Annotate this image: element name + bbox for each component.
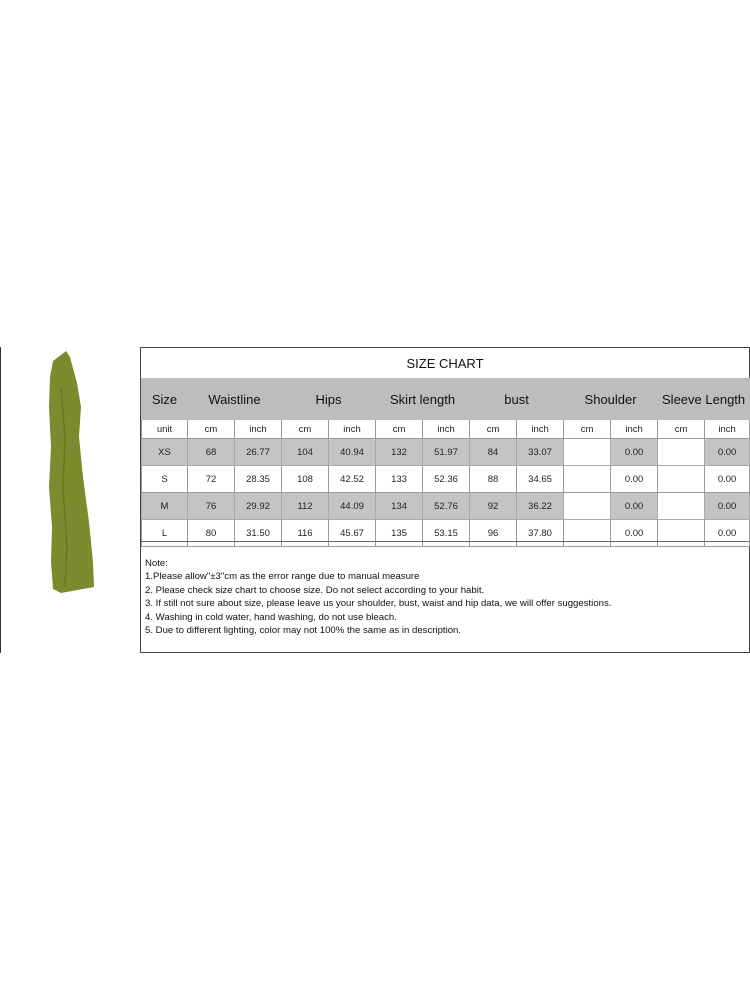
value-cell: 135 xyxy=(376,520,423,547)
header-skirt-length: Skirt length xyxy=(376,379,470,420)
value-cell: 134 xyxy=(376,493,423,520)
size-cell: S xyxy=(142,466,188,493)
value-cell: 52.36 xyxy=(423,466,470,493)
unit-cell: unit xyxy=(142,420,188,439)
unit-cell: cm xyxy=(188,420,235,439)
value-cell xyxy=(658,493,705,520)
value-cell: 36.22 xyxy=(517,493,564,520)
notes-heading: Note: xyxy=(145,558,168,569)
value-cell: 96 xyxy=(470,520,517,547)
value-cell: 44.09 xyxy=(329,493,376,520)
value-cell: 0.00 xyxy=(611,520,658,547)
size-cell: XS xyxy=(142,439,188,466)
size-chart xyxy=(140,347,750,653)
value-cell: 31.50 xyxy=(235,520,282,547)
table-row xyxy=(142,439,750,466)
value-cell: 52.76 xyxy=(423,493,470,520)
value-cell xyxy=(564,493,611,520)
value-cell: 42.52 xyxy=(329,466,376,493)
unit-cell: cm xyxy=(564,420,611,439)
value-cell: 0.00 xyxy=(611,466,658,493)
value-cell: 0.00 xyxy=(705,439,750,466)
size-cell: M xyxy=(142,493,188,520)
value-cell: 33.07 xyxy=(517,439,564,466)
unit-cell: inch xyxy=(517,420,564,439)
value-cell: 112 xyxy=(282,493,329,520)
value-cell: 37.80 xyxy=(517,520,564,547)
product-image-panel xyxy=(0,347,139,653)
unit-cell: cm xyxy=(658,420,705,439)
value-cell: 51.97 xyxy=(423,439,470,466)
value-cell: 0.00 xyxy=(611,439,658,466)
value-cell xyxy=(564,439,611,466)
table-row xyxy=(142,466,750,493)
value-cell: 0.00 xyxy=(705,466,750,493)
unit-cell: cm xyxy=(470,420,517,439)
note-item: 4. Washing in cold water, hand washing, do not use bleach. xyxy=(145,611,397,623)
note-item: 2. Please check size chart to choose size. Do not select according to your habit. xyxy=(145,584,485,596)
header-bust: bust xyxy=(470,379,564,420)
value-cell: 80 xyxy=(188,520,235,547)
header-row xyxy=(142,379,750,420)
header-hips: Hips xyxy=(282,379,376,420)
notes-section xyxy=(141,541,749,652)
header-waistline: Waistline xyxy=(188,379,282,420)
value-cell: 108 xyxy=(282,466,329,493)
note-item: 5. Due to different lighting, color may not 100% the same as in description. xyxy=(145,625,462,637)
unit-cell: cm xyxy=(376,420,423,439)
value-cell: 72 xyxy=(188,466,235,493)
value-cell xyxy=(658,439,705,466)
size-cell: L xyxy=(142,520,188,547)
unit-row xyxy=(142,420,750,439)
value-cell: 45.67 xyxy=(329,520,376,547)
value-cell: 53.15 xyxy=(423,520,470,547)
header-size: Size xyxy=(142,379,188,420)
value-cell: 34.65 xyxy=(517,466,564,493)
one-shoulder-dress-icon xyxy=(39,347,101,595)
value-cell: 0.00 xyxy=(611,493,658,520)
unit-cell: inch xyxy=(611,420,658,439)
value-cell: 92 xyxy=(470,493,517,520)
note-item: 1.Please allow"±3"cm as the error range due to manual measure xyxy=(145,571,420,583)
unit-cell: cm xyxy=(282,420,329,439)
value-cell: 132 xyxy=(376,439,423,466)
unit-cell: inch xyxy=(235,420,282,439)
size-table xyxy=(141,378,750,547)
value-cell: 133 xyxy=(376,466,423,493)
value-cell: 0.00 xyxy=(705,520,750,547)
value-cell: 40.94 xyxy=(329,439,376,466)
value-cell: 0.00 xyxy=(705,493,750,520)
value-cell xyxy=(658,466,705,493)
unit-cell: inch xyxy=(705,420,750,439)
value-cell: 28.35 xyxy=(235,466,282,493)
chart-title: SIZE CHART xyxy=(141,348,749,379)
value-cell: 116 xyxy=(282,520,329,547)
value-cell: 29.92 xyxy=(235,493,282,520)
value-cell: 68 xyxy=(188,439,235,466)
table-row xyxy=(142,493,750,520)
value-cell: 26.77 xyxy=(235,439,282,466)
unit-cell: inch xyxy=(423,420,470,439)
header-sleeve-length: Sleeve Length xyxy=(658,379,750,420)
value-cell: 88 xyxy=(470,466,517,493)
value-cell: 104 xyxy=(282,439,329,466)
value-cell: 76 xyxy=(188,493,235,520)
note-item: 3. If still not sure about size, please leave us your shoulder, bust, waist and hip data, we will offer suggestions. xyxy=(145,598,612,610)
value-cell xyxy=(564,466,611,493)
unit-cell: inch xyxy=(329,420,376,439)
header-shoulder: Shoulder xyxy=(564,379,658,420)
value-cell: 84 xyxy=(470,439,517,466)
